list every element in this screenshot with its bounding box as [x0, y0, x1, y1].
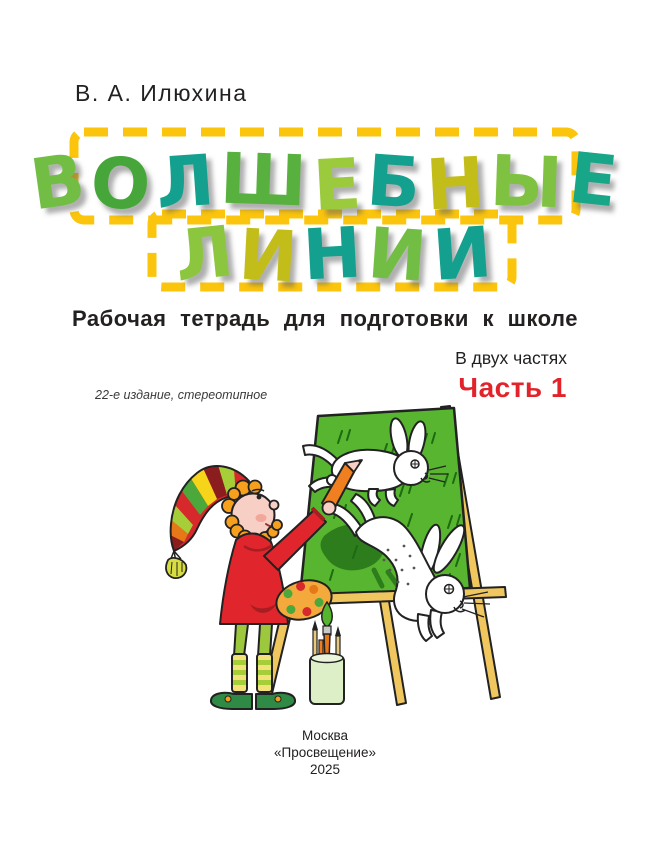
title-letter: Л — [170, 210, 238, 298]
title-letter: В — [25, 137, 90, 227]
title-letter: И — [365, 212, 430, 298]
striped-sock — [257, 654, 272, 692]
title-letter: Ы — [489, 139, 565, 225]
subtitle: Рабочая тетрадь для подготовки к школе — [72, 306, 578, 331]
title-letter: Ш — [218, 137, 309, 223]
title-letter: Б — [363, 139, 423, 225]
edition-note: 22-е издание, стереотипное — [95, 388, 268, 402]
title-letter: Н — [301, 211, 365, 297]
striped-sock — [232, 654, 247, 692]
parts-count-label: В двух частях — [455, 348, 567, 368]
title-letter: Е — [565, 136, 622, 224]
title-letter: Н — [423, 141, 487, 227]
title-letter: И — [236, 213, 300, 299]
part-number-label: Часть 1 — [458, 372, 567, 403]
imprint-year: 2025 — [309, 762, 341, 777]
title-letter: И — [429, 211, 495, 297]
author-name: В. А. Илюхина — [75, 80, 248, 106]
shoe — [211, 693, 252, 709]
hat-tassel — [166, 558, 186, 578]
painter-hand — [323, 502, 336, 515]
imprint-city: Москва — [301, 728, 349, 743]
imprint — [0, 727, 650, 778]
title-letter: Л — [153, 139, 217, 225]
title-letter: О — [88, 141, 153, 227]
cover-illustration — [148, 398, 508, 713]
imprint-publisher: «Просвещение» — [274, 745, 376, 760]
edition-block — [455, 348, 567, 404]
title-word-2 — [148, 210, 518, 299]
title-letter: Е — [310, 142, 363, 228]
